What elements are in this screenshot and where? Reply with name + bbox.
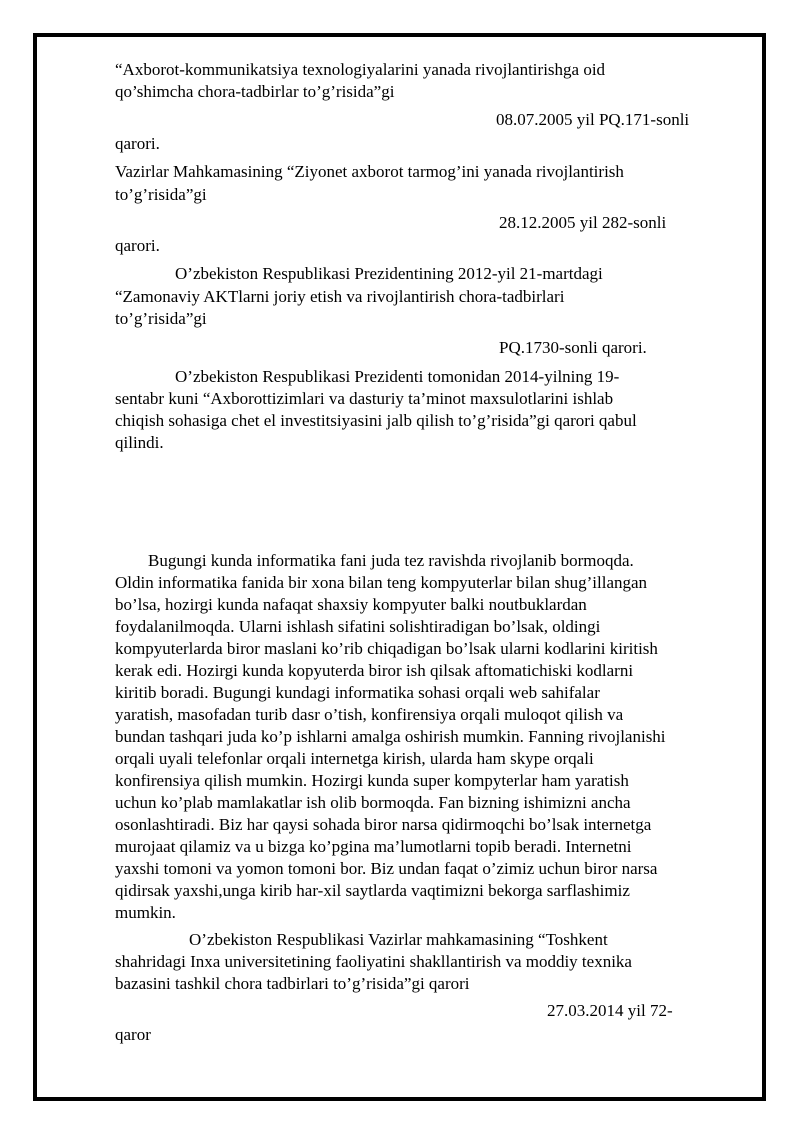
text-line: qarori. [115, 134, 160, 153]
text-line: konfirensiya qilish mumkin. Hozirgi kunda super kompyterlar ham yaratish [115, 771, 629, 790]
text-line: kompyuterlarda biror maslani ko’rib chiqadigan bo’lsak ularni kodlarini kiritish [115, 639, 658, 658]
text-line: bundan tashqari juda ko’p ishlarni amalga oshirish mumkin. Fanning rivojlanishi [115, 727, 666, 746]
text-line: sentabr kuni “Axborottizimlari va dasturiy ta’minot maxsulotlarini ishlab [115, 389, 614, 408]
text-line: Vazirlar Mahkamasining “Ziyonet axborot tarmog’ini yanada rivojlantirish [115, 162, 624, 181]
text-line: “Axborot-kommunikatsiya texnologiyalarini yanada rivojlantirishga oid [115, 60, 606, 79]
text-line: kiritib boradi. Bugungi kundagi informatika sohasi orqali web sahifalar [115, 683, 600, 702]
text-line: chiqish sohasiga chet el investitsiyasini jalb qilish to’g’risida”gi qarori qabul [115, 411, 637, 430]
text-line: orqali uyali telefonlar orqali internetga kirish, ularda ham skype orqali [115, 749, 594, 768]
text-line: qaror [115, 1025, 151, 1044]
text-line: yaratish, masofadan turib dasr o’tish, konfirensiya orqali muloqot qilish va [115, 705, 624, 724]
text-line: mumkin. [115, 903, 176, 922]
text-line: to’g’risida”gi [115, 185, 207, 204]
text-line: bazasini tashkil chora tadbirlari to’g’risida”gi qarori [115, 974, 470, 993]
text-line: O’zbekiston Respublikasi Prezidenti tomonidan 2014-yilning 19- [175, 367, 620, 386]
text-line: 27.03.2014 yil 72- [547, 1001, 673, 1020]
text-line: shahridagi Inxa universitetining faoliyatini shakllantirish va moddiy texnika [115, 952, 632, 971]
text-line: Oldin informatika fanida bir xona bilan teng kompyuterlar bilan shug’illangan [115, 573, 648, 592]
text-line: foydalanilmoqda. Ularni ishlash sifatini solishtiradigan bo’lsak, oldingi [115, 617, 601, 636]
text-line: qilindi. [115, 433, 164, 452]
text-line: murojaat qilamiz va u bizga ko’pgina ma’lumotlarni topib beradi. Internetni [115, 837, 632, 856]
text-line: osonlashtiradi. Biz har qaysi sohada biror narsa qidirmoqchi bo’lsak internetga [115, 815, 652, 834]
text-line: yaxshi tomoni va yomon tomoni bor. Biz undan faqat o’zimiz uchun biror narsa [115, 859, 658, 878]
text-line: qidirsak yaxshi,unga kirib har-xil saytlarda vaqtimizni bekorga sarflashimiz [115, 881, 630, 900]
text-line: bo’lsa, hozirgi kunda nafaqat shaxsiy kompyuter balki noutbuklardan [115, 595, 587, 614]
text-line: qo’shimcha chora-tadbirlar to’g’risida”gi [115, 82, 395, 101]
text-line: 08.07.2005 yil PQ.171-sonli [496, 110, 690, 129]
text-line: “Zamonaviy AKTlarni joriy etish va rivojlantirish chora-tadbirlari [115, 287, 565, 306]
text-line: to’g’risida”gi [115, 309, 207, 328]
text-line: PQ.1730-sonli qarori. [499, 338, 647, 357]
text-line: 28.12.2005 yil 282-sonli [499, 213, 667, 232]
text-line: kerak edi. Hozirgi kunda kopyuterda biror ish qilsak aftomatichiski kodlarni [115, 661, 634, 680]
text-line: O’zbekiston Respublikasi Prezidentining 2012-yil 21-martdagi [175, 264, 603, 283]
text-line: Bugungi kunda informatika fani juda tez ravishda rivojlanib bormoqda. [148, 551, 634, 570]
text-line: qarori. [115, 236, 160, 255]
text-line: uchun ko’plab mamlakatlar ish olib bormoqda. Fan bizning ishimizni ancha [115, 793, 631, 812]
text-line: O’zbekiston Respublikasi Vazirlar mahkamasining “Toshkent [189, 930, 608, 949]
